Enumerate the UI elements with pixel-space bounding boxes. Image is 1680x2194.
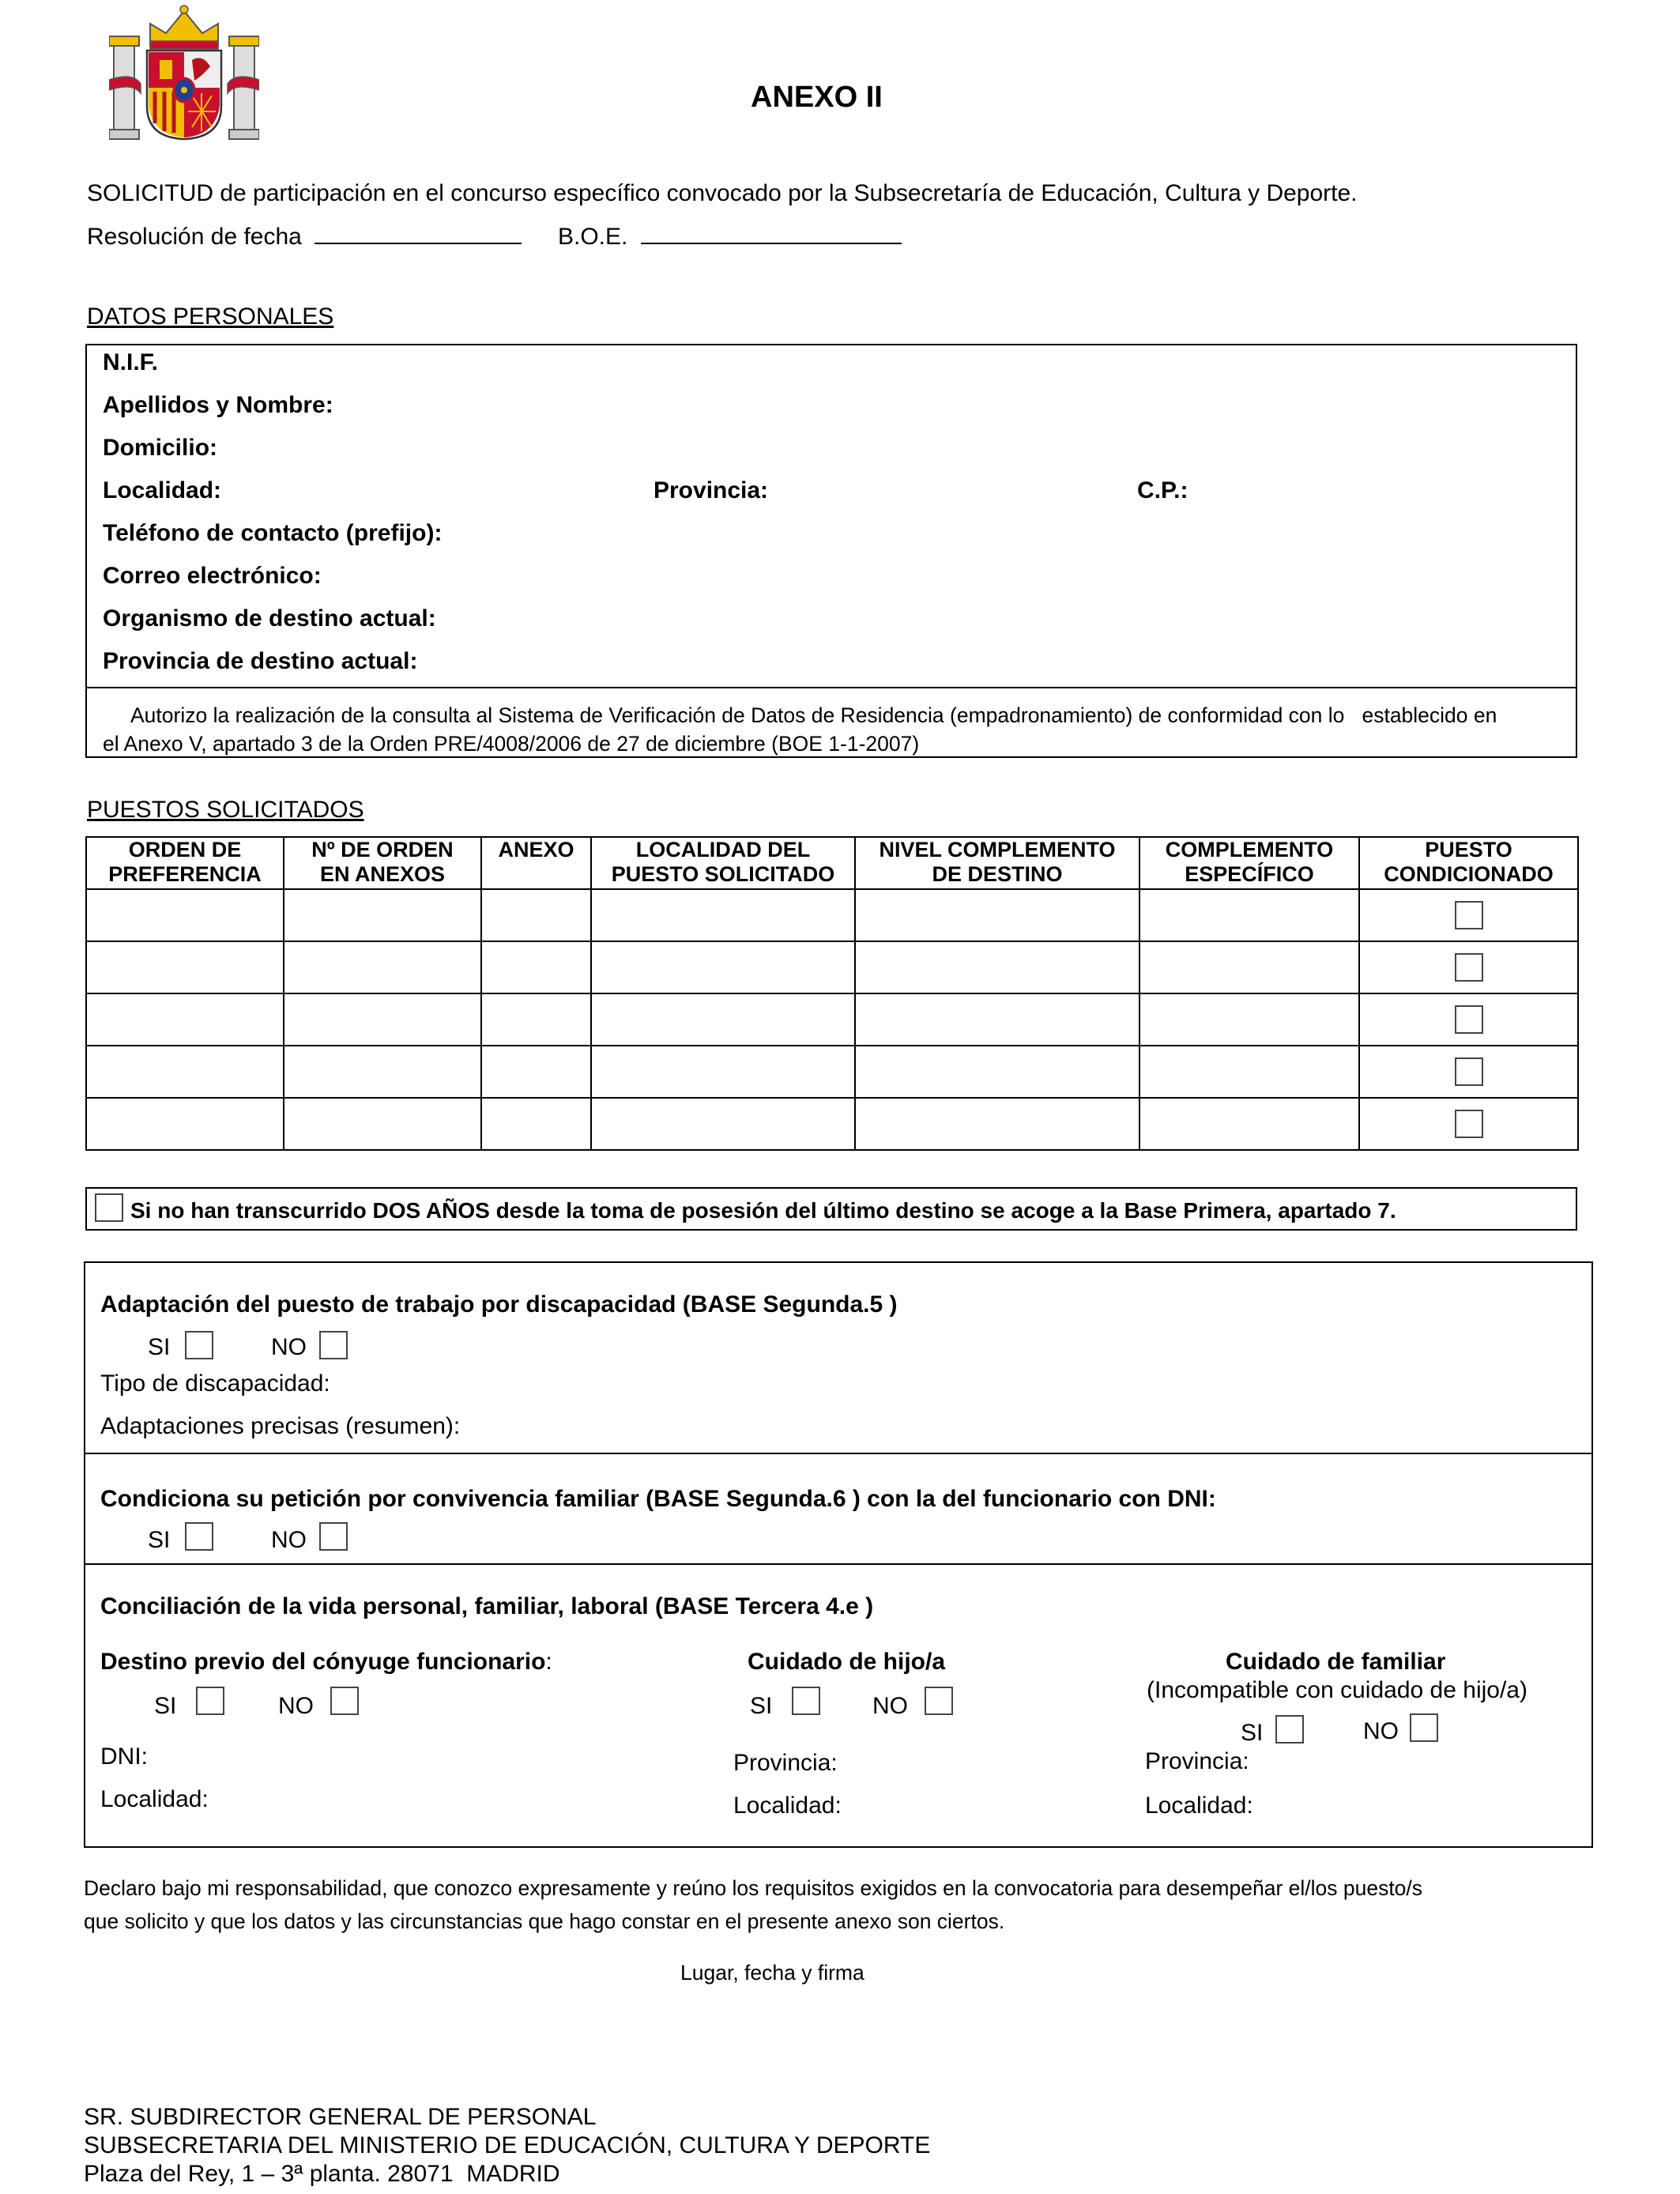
bases-divider-2 bbox=[84, 1563, 1593, 1565]
col-orden-preferencia: ORDEN DE PREFERENCIA bbox=[86, 837, 284, 889]
table-row bbox=[86, 1046, 1578, 1098]
adaptacion-no-label: NO bbox=[271, 1334, 307, 1360]
familiar-si-checkbox[interactable] bbox=[1275, 1715, 1304, 1744]
familiar-no-label: NO bbox=[1363, 1718, 1399, 1744]
table-cell bbox=[1359, 993, 1578, 1046]
conyuge-no-label: NO bbox=[278, 1693, 314, 1719]
localidad-label: Localidad: bbox=[103, 477, 222, 503]
declaracion-line1: Declaro bajo mi responsabilidad, que conozco expresamente y reúno los requisitos exigidos en la convocatoria para desempeñar el/los puesto/s bbox=[84, 1876, 1423, 1900]
conyuge-si-label: SI bbox=[154, 1693, 177, 1719]
puestos-heading: PUESTOS SOLICITADOS bbox=[87, 797, 364, 823]
table-cell bbox=[1359, 1046, 1578, 1098]
puestos-header-row bbox=[86, 837, 1578, 889]
col-nivel-complemento: NIVEL COMPLEMENTO DE DESTINO bbox=[855, 837, 1139, 889]
hijo-si-checkbox[interactable] bbox=[792, 1687, 820, 1715]
hijo-localidad-label: Localidad: bbox=[733, 1793, 842, 1819]
boe-line bbox=[558, 224, 902, 251]
conciliacion-title: Conciliación de la vida personal, familiar, laboral (BASE Tercera 4.e ) bbox=[100, 1593, 874, 1619]
provincia-destino-label: Provincia de destino actual: bbox=[103, 648, 418, 674]
table-cell[interactable] bbox=[86, 1098, 284, 1150]
conyuge-title: Destino previo del cónyuge funcionario: bbox=[100, 1649, 552, 1675]
familiar-provincia-label: Provincia: bbox=[1145, 1748, 1249, 1774]
table-cell[interactable] bbox=[1139, 993, 1359, 1046]
table-cell[interactable] bbox=[86, 889, 284, 941]
destinatario-line2: SUBSECRETARIA DEL MINISTERIO DE EDUCACIÓN, CULTURA Y DEPORTE bbox=[84, 2132, 931, 2158]
coat-of-arms-logo bbox=[109, 5, 259, 142]
declaracion-line2: que solicito y que los datos y las circunstancias que hago constar en el presente anexo son ciertos. bbox=[84, 1909, 1005, 1933]
hijo-si-label: SI bbox=[750, 1693, 773, 1719]
conyuge-dni-label: DNI: bbox=[100, 1744, 148, 1770]
table-cell[interactable] bbox=[855, 1098, 1139, 1150]
dos-anos-checkbox[interactable] bbox=[95, 1193, 123, 1222]
conyuge-localidad-label: Localidad: bbox=[100, 1786, 209, 1812]
autorizo-text-line2: el Anexo V, apartado 3 de la Orden PRE/4008/2006 de 27 de diciembre (BOE 1-1-2007) bbox=[103, 732, 920, 756]
firma-label: Lugar, fecha y firma bbox=[680, 1961, 864, 1985]
col-complemento-especifico: COMPLEMENTO ESPECÍFICO bbox=[1139, 837, 1359, 889]
table-row bbox=[86, 1098, 1578, 1150]
table-cell[interactable] bbox=[481, 993, 591, 1046]
col-anexo: ANEXO bbox=[481, 837, 591, 889]
cp-label: C.P.: bbox=[1137, 477, 1188, 503]
table-cell[interactable] bbox=[855, 941, 1139, 993]
table-row bbox=[86, 941, 1578, 993]
destinatario-line1: SR. SUBDIRECTOR GENERAL DE PERSONAL bbox=[84, 2104, 597, 2130]
table-cell[interactable] bbox=[481, 1098, 591, 1150]
convivencia-no-label: NO bbox=[271, 1527, 307, 1553]
hijo-no-checkbox[interactable] bbox=[925, 1687, 953, 1715]
nif-label: N.I.F. bbox=[103, 349, 159, 375]
puestos-table bbox=[85, 836, 1579, 1151]
tipo-discapacidad-label: Tipo de discapacidad: bbox=[100, 1370, 330, 1397]
table-cell bbox=[1359, 941, 1578, 993]
familiar-no-checkbox[interactable] bbox=[1410, 1713, 1438, 1742]
table-cell[interactable] bbox=[86, 993, 284, 1046]
familiar-si-label: SI bbox=[1241, 1720, 1264, 1746]
adaptacion-si-label: SI bbox=[148, 1334, 171, 1360]
table-cell[interactable] bbox=[591, 993, 855, 1046]
table-cell[interactable] bbox=[591, 1098, 855, 1150]
table-cell[interactable] bbox=[86, 941, 284, 993]
apellidos-label: Apellidos y Nombre: bbox=[103, 392, 333, 418]
convivencia-si-label: SI bbox=[148, 1527, 171, 1553]
table-cell bbox=[1359, 1098, 1578, 1150]
resolution-line bbox=[87, 224, 522, 251]
table-cell[interactable] bbox=[86, 1046, 284, 1098]
boe-label: B.O.E. bbox=[558, 224, 628, 250]
page-title: ANEXO II bbox=[751, 81, 883, 114]
familiar-subtitle: (Incompatible con cuidado de hijo/a) bbox=[1147, 1677, 1527, 1703]
puesto-condicionado-checkbox[interactable] bbox=[1455, 953, 1483, 982]
col-localidad-puesto: LOCALIDAD DEL PUESTO SOLICITADO bbox=[591, 837, 855, 889]
familiar-localidad-label: Localidad: bbox=[1145, 1793, 1253, 1819]
convivencia-si-checkbox[interactable] bbox=[185, 1522, 213, 1551]
intro-text: SOLICITUD de participación en el concurso específico convocado por la Subsecretaría de Educación, Cultura y Deporte. bbox=[87, 180, 1358, 206]
boe-field[interactable] bbox=[641, 243, 902, 244]
bases-box bbox=[84, 1261, 1593, 1848]
organismo-label: Organismo de destino actual: bbox=[103, 605, 436, 631]
table-row bbox=[86, 889, 1578, 941]
table-cell[interactable] bbox=[591, 1046, 855, 1098]
puesto-condicionado-checkbox[interactable] bbox=[1455, 1110, 1483, 1138]
conyuge-si-checkbox[interactable] bbox=[196, 1687, 224, 1715]
resolution-date-field[interactable] bbox=[315, 243, 522, 244]
col-numero-orden: Nº DE ORDEN EN ANEXOS bbox=[284, 837, 481, 889]
bases-divider-1 bbox=[84, 1453, 1593, 1454]
hijo-title: Cuidado de hijo/a bbox=[748, 1649, 946, 1675]
conyuge-no-checkbox[interactable] bbox=[330, 1687, 359, 1715]
familiar-title: Cuidado de familiar bbox=[1226, 1649, 1446, 1675]
adaptacion-si-checkbox[interactable] bbox=[185, 1331, 213, 1359]
puesto-condicionado-checkbox[interactable] bbox=[1455, 1005, 1483, 1034]
adaptaciones-label: Adaptaciones precisas (resumen): bbox=[100, 1413, 461, 1439]
table-cell[interactable] bbox=[284, 993, 481, 1046]
table-cell bbox=[1359, 889, 1578, 941]
table-cell[interactable] bbox=[481, 941, 591, 993]
destinatario-line3: Plaza del Rey, 1 – 3ª planta. 28071 MADRID bbox=[84, 2161, 560, 2187]
telefono-label: Teléfono de contacto (prefijo): bbox=[103, 520, 443, 546]
puesto-condicionado-checkbox[interactable] bbox=[1455, 901, 1483, 929]
table-cell[interactable] bbox=[855, 1046, 1139, 1098]
datos-personales-heading: DATOS PERSONALES bbox=[87, 303, 334, 330]
dos-anos-text: Si no han transcurrido DOS AÑOS desde la toma de posesión del último destino se acoge a la Base Primera, apartado 7. bbox=[130, 1198, 1396, 1223]
table-cell[interactable] bbox=[591, 941, 855, 993]
table-cell[interactable] bbox=[1139, 1046, 1359, 1098]
table-cell[interactable] bbox=[855, 993, 1139, 1046]
table-cell[interactable] bbox=[481, 1046, 591, 1098]
table-cell[interactable] bbox=[855, 889, 1139, 941]
adaptacion-no-checkbox[interactable] bbox=[319, 1331, 348, 1359]
hijo-no-label: NO bbox=[872, 1693, 908, 1719]
table-cell[interactable] bbox=[284, 941, 481, 993]
provincia-label: Provincia: bbox=[654, 477, 769, 503]
datos-divider bbox=[85, 687, 1577, 688]
table-cell[interactable] bbox=[284, 889, 481, 941]
domicilio-label: Domicilio: bbox=[103, 435, 218, 461]
resolution-date-label: Resolución de fecha bbox=[87, 224, 302, 250]
adaptacion-title: Adaptación del puesto de trabajo por discapacidad (BASE Segunda.5 ) bbox=[100, 1291, 898, 1318]
table-cell[interactable] bbox=[284, 1098, 481, 1150]
table-cell[interactable] bbox=[591, 889, 855, 941]
table-row bbox=[86, 993, 1578, 1046]
table-cell[interactable] bbox=[284, 1046, 481, 1098]
table-cell[interactable] bbox=[1139, 889, 1359, 941]
table-cell[interactable] bbox=[481, 889, 591, 941]
table-cell[interactable] bbox=[1139, 941, 1359, 993]
correo-label: Correo electrónico: bbox=[103, 563, 322, 589]
convivencia-title: Condiciona su petición por convivencia familiar (BASE Segunda.6 ) con la del funcionario con DNI: bbox=[100, 1486, 1216, 1512]
convivencia-no-checkbox[interactable] bbox=[319, 1522, 348, 1551]
puesto-condicionado-checkbox[interactable] bbox=[1455, 1057, 1483, 1086]
table-cell[interactable] bbox=[1139, 1098, 1359, 1150]
autorizo-text-line1: Autorizo la realización de la consulta al Sistema de Verificación de Datos de Residencia (empadronamiento) de conformidad con lo establecido en bbox=[130, 703, 1497, 727]
hijo-provincia-label: Provincia: bbox=[733, 1750, 838, 1776]
col-puesto-condicionado: PUESTO CONDICIONADO bbox=[1359, 837, 1578, 889]
